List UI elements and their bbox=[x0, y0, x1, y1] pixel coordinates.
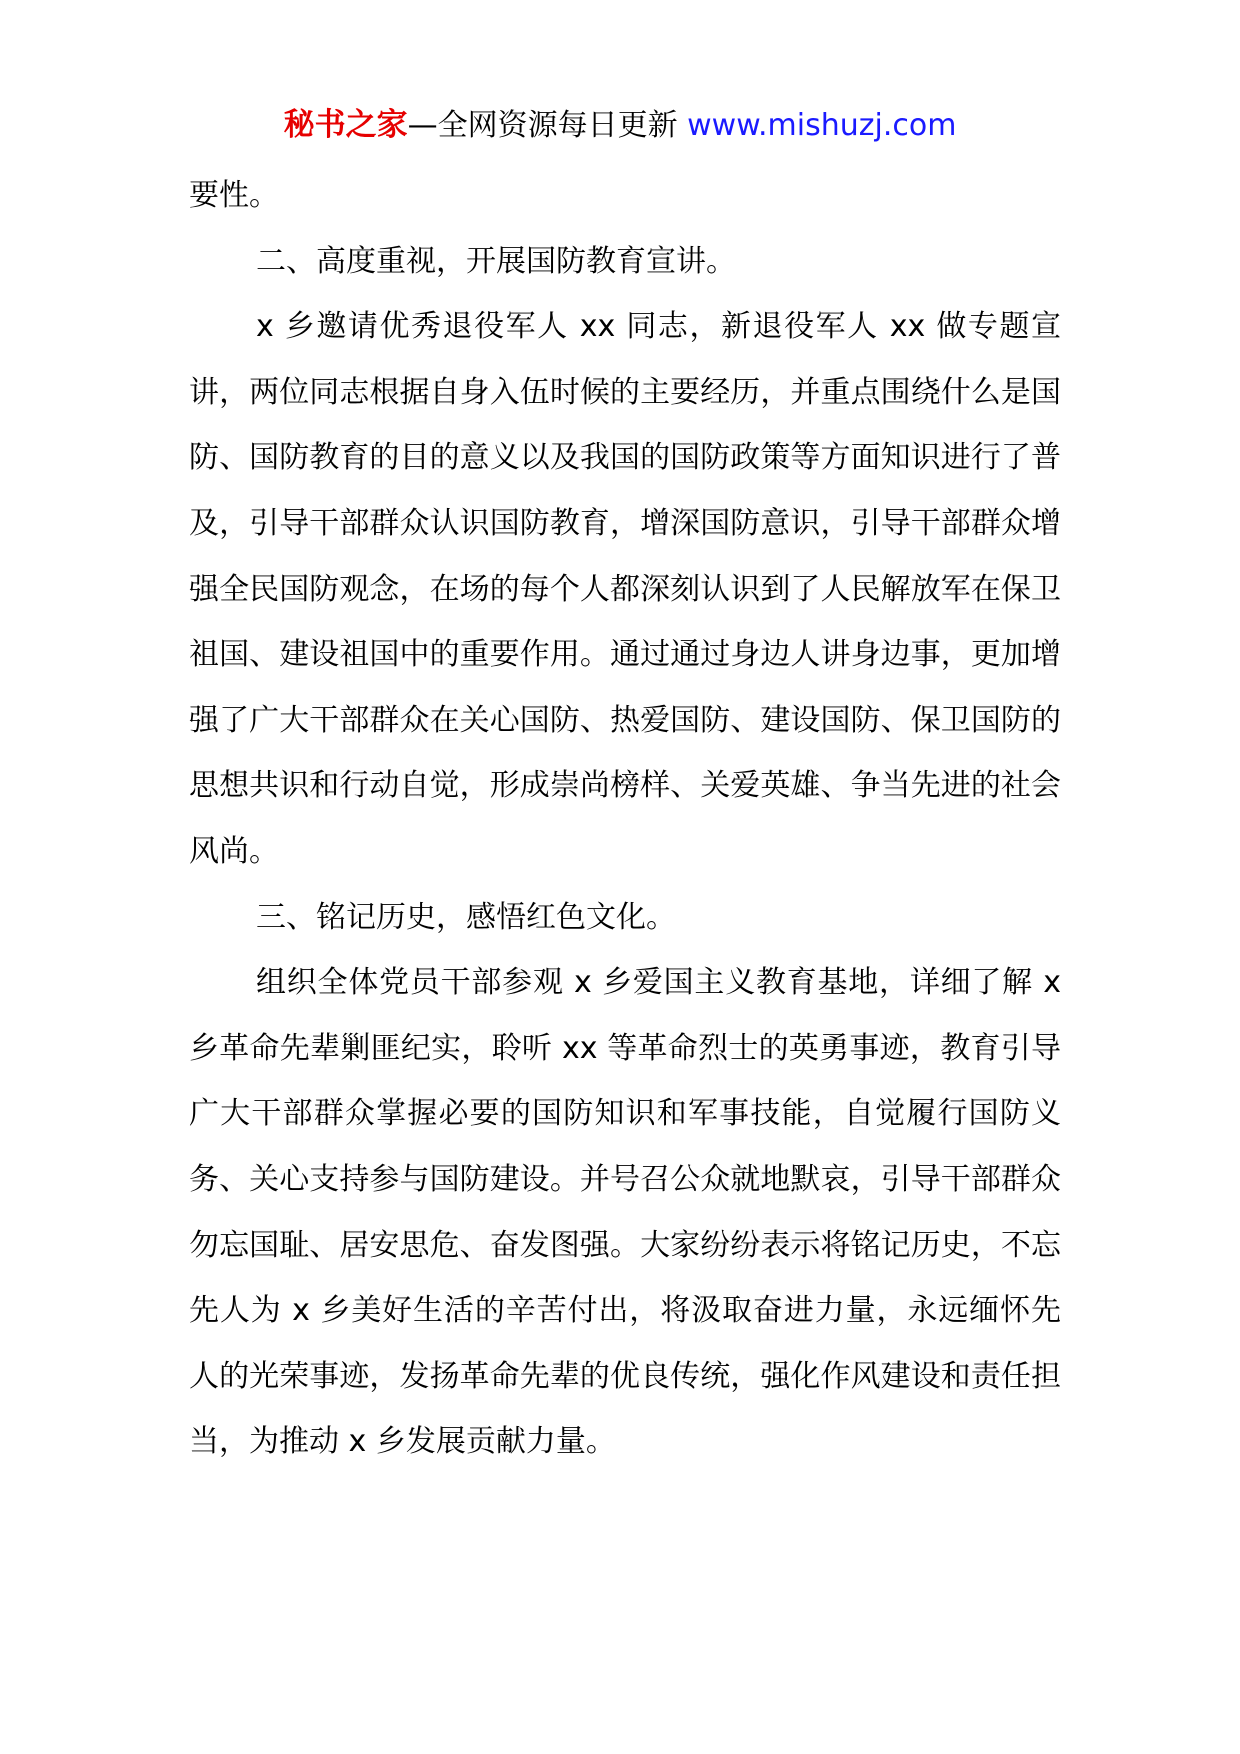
section-heading-2: 二、高度重视，开展国防教育宣讲。 bbox=[256, 243, 736, 279]
header-tagline: —全网资源每日更新 bbox=[407, 108, 688, 143]
paragraph-body: 组织全体党员干部参观 x 乡爱国主义教育基地，详细了解 x 乡革命先辈剿匪纪实，聆听 xx 等革命烈士的英勇事迹，教育引导广大干部群众掌握必要的国防知识和军事技能，自觉履行国防义务、关心支持参与国防建设。并号召公众就地默哀，引导干部群众勿忘国耻、居安思危、奋发图强。大家纷纷表示将铭记历史，不忘先人为 x 乡美好生活的辛苦付出，将汲取奋进力量，永远缅怀先人的光荣事迹，发扬革命先辈的优良传统，强化作风建设和责任担当，为推动 x 乡发展贡献力量。 bbox=[189, 965, 1061, 1460]
page-header bbox=[0, 100, 1240, 151]
section-heading-3: 三、铭记历史，感悟红色文化。 bbox=[256, 899, 676, 935]
header-url[interactable]: www.mishuzj.com bbox=[687, 108, 957, 143]
brand-name: 秘书之家 bbox=[283, 107, 408, 143]
paragraph-continuation: 要性。 bbox=[189, 178, 279, 213]
paragraph-body: x 乡邀请优秀退役军人 xx 同志，新退役军人 xx 做专题宣讲，两位同志根据自身入伍时候的主要经历，并重点围绕什么是国防、国防教育的目的意义以及我国的国防政策等方面知识进行了普及，引导干部群众认识国防教育，增深国防意识，引导干部群众增强全民国防观念，在场的每个人都深刻认识到了人民解放军在保卫祖国、建设祖国中的重要作用。通过通过身边人讲身边事，更加增强了广大干部群众在关心国防、热爱国防、建设国防、保卫国防的思想共识和行动自觉，形成崇尚榜样、关爱英雄、争当先进的社会风尚。 bbox=[189, 309, 1061, 869]
document-body bbox=[189, 163, 1061, 1475]
